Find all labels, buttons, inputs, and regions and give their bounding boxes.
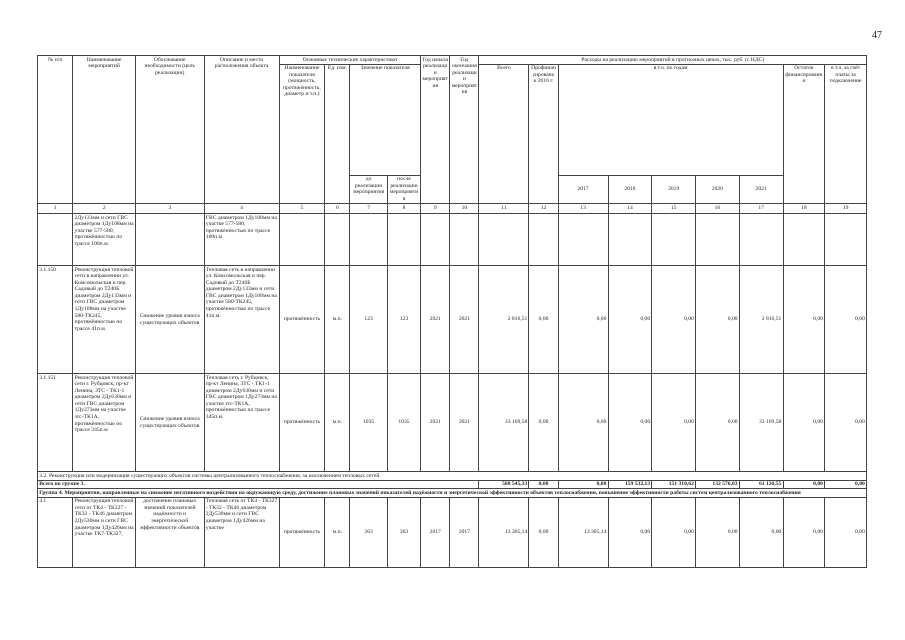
- row-2018: 0,00: [608, 266, 652, 374]
- row-connection: [825, 214, 867, 266]
- row-unit: м.п.: [325, 497, 350, 567]
- row-remaining: 0,00: [783, 374, 825, 472]
- row-tech-name: протяжённость: [279, 266, 325, 374]
- header-year-2021: 2021: [739, 175, 783, 203]
- row-2021: 33 169,58: [739, 374, 783, 472]
- row-unit: м.п.: [325, 374, 350, 472]
- row-financed: [529, 214, 558, 266]
- header-row-1: [38, 56, 867, 65]
- row-after: 363: [387, 497, 420, 567]
- group-total-total: 508 545,33: [479, 480, 529, 489]
- row-2021: 2 816,51: [739, 266, 783, 374]
- row-2021: [739, 214, 783, 266]
- header-value-before: до реализации мероприятия: [350, 175, 387, 203]
- header-year-2020: 2020: [696, 175, 740, 203]
- column-numbers-row: [38, 204, 867, 214]
- header-year-end: Год окончания реализации мероприятия: [450, 56, 479, 204]
- row-before: 1035: [350, 374, 387, 472]
- col-num: 2: [73, 204, 135, 214]
- header-remaining: Остаток финансирования: [783, 64, 825, 203]
- row-name: Реконструкция тепловой сети г. Рубцовск, пр-кт Ленина, ЗТС - ТК1-1 диаметром 2Ду630мм и сети ГВС диаметром 1Ду273мм на участке зтс-ТК1А, протяжённостью по трассе 345п.м: [73, 374, 135, 472]
- header-no: № п/п: [38, 56, 73, 204]
- row-2020: 0,00: [696, 374, 740, 472]
- row-2018: [608, 214, 652, 266]
- row-2018: 0,00: [608, 497, 652, 567]
- row-tech-name: [279, 214, 325, 266]
- group-total-connection: 0,00: [825, 480, 867, 489]
- row-year-start: [421, 214, 450, 266]
- header-year-2018: 2018: [608, 175, 652, 203]
- row-2020: 0,00: [696, 497, 740, 567]
- header-connection: в т.ч. за счёт платы за подключение: [825, 64, 867, 203]
- row-connection: 0,00: [825, 266, 867, 374]
- col-num: 6: [325, 204, 350, 214]
- row-justification: Снижение уровня износа существующих объектов: [135, 266, 204, 374]
- table-row: [38, 374, 867, 472]
- row-remaining: 0,00: [783, 266, 825, 374]
- group-total-label: Всего по группе 3.: [38, 480, 479, 489]
- row-before: 123: [350, 266, 387, 374]
- row-after: [387, 214, 420, 266]
- row-description: ГВС диаметром 1Ду108мм на участке 577-580, протяжённостью по трассе 100п.м: [204, 214, 279, 266]
- row-before: [350, 214, 387, 266]
- row-tech-name: протяжённость: [279, 374, 325, 472]
- header-description: Описание и место расположения объекта: [204, 56, 279, 204]
- group-total-remaining: 0,00: [783, 480, 825, 489]
- col-num: 5: [279, 204, 325, 214]
- row-remaining: [783, 214, 825, 266]
- investment-program-table: [37, 55, 867, 568]
- header-year-2017: 2017: [558, 175, 608, 203]
- col-num: 10: [450, 204, 479, 214]
- row-2019: 0,00: [652, 266, 696, 374]
- group-4-title: Группа 4. Мероприятия, направленные на снижение негативного воздействия на окружающую среду, достижение плановых значений показателей надёжности и энергетической эффективности объектов теплоснабжения, повышение эффективности работы систем централизованного теплоснабжения: [38, 489, 867, 498]
- col-num: 11: [479, 204, 529, 214]
- row-unit: [325, 214, 350, 266]
- row-unit: м.п.: [325, 266, 350, 374]
- row-year-start: 2021: [421, 266, 450, 374]
- row-description: Тепловая сеть от ТК4 - ТК327 - ТК32 - ТК46 диаметром 2Ду530мм и сети ГВС диаметром 1Ду426мм на участке: [204, 497, 279, 567]
- row-justification: достижение плановых значений показателей надёжности и энергетической эффективности объектов: [135, 497, 204, 567]
- col-num: 13: [558, 204, 608, 214]
- row-year-start: 2021: [421, 374, 450, 472]
- row-year-end: 2017: [450, 497, 479, 567]
- section-3-2-title: 3.2. Реконструкция или модернизация существующих объектов системы централизованного теплоснабжения, за исключением тепловых сетей: [38, 472, 867, 481]
- row-after: 1035: [387, 374, 420, 472]
- row-justification: [135, 214, 204, 266]
- row-no: 3.1.151: [38, 374, 73, 472]
- col-num: 3: [135, 204, 204, 214]
- row-year-end: 2021: [450, 374, 479, 472]
- col-num: 15: [652, 204, 696, 214]
- header-unit: Ед. изм.: [325, 64, 350, 203]
- header-by-years: в т.ч. по годам: [558, 64, 783, 175]
- row-year-end: 2021: [450, 266, 479, 374]
- col-num: 7: [350, 204, 387, 214]
- row-no: 3.1.150: [38, 266, 73, 374]
- col-num: 12: [529, 204, 558, 214]
- row-justification: Снижение уровня износа существующих объектов: [135, 374, 204, 472]
- col-num: 18: [783, 204, 825, 214]
- row-2017: 13 305,14: [558, 497, 608, 567]
- row-year-end: [450, 214, 479, 266]
- row-total: 13 305,14: [479, 497, 529, 567]
- row-description: Тепловая сеть в направлении ул. Комсомольская и пер. Садовый до Т240Б диаметром 2Ду133мм и сети ГВС диаметром 1Ду108мм на участке 580-ТК245, протяжённостью по трассе 41п.м.: [204, 266, 279, 374]
- col-num: 16: [696, 204, 740, 214]
- row-no: 4.1: [38, 497, 73, 567]
- group-title-row: [38, 489, 867, 498]
- group-total-row: [38, 480, 867, 489]
- header-value: Значение показателя: [350, 64, 421, 175]
- row-name: Реконструкция тепловой сети в направлении ул. Комсомольская и пер. Садовый до Т240Б диаметром 2Ду133мм и сети ГВС диаметром 1Ду108мм на участке 580-ТК245, протяжённостью по трассе 41п.м.: [73, 266, 135, 374]
- row-before: 363: [350, 497, 387, 567]
- row-connection: 0,00: [825, 497, 867, 567]
- row-2017: 0,00: [558, 266, 608, 374]
- row-no: [38, 214, 73, 266]
- row-2018: 0,00: [608, 374, 652, 472]
- header-tech-name: Наименование показателя (мощность, протяжённость, диаметр и т.п.): [279, 64, 325, 203]
- col-num: 4: [204, 204, 279, 214]
- table-row: [38, 497, 867, 567]
- group-total-2018: 159 532,13: [608, 480, 652, 489]
- header-name: Наименование мероприятий: [73, 56, 135, 204]
- col-num: 8: [387, 204, 420, 214]
- table-row: [38, 266, 867, 374]
- row-2019: [652, 214, 696, 266]
- row-remaining: 0,00: [783, 497, 825, 567]
- row-financed: 0,00: [529, 374, 558, 472]
- row-financed: 0,00: [529, 266, 558, 374]
- header-justification: Обоснование необходимости (цель реализации): [135, 56, 204, 204]
- group-total-financed: 0,00: [529, 480, 558, 489]
- row-2019: 0,00: [652, 497, 696, 567]
- header-year-2019: 2019: [652, 175, 696, 203]
- row-2020: 0,00: [696, 266, 740, 374]
- col-num: 9: [421, 204, 450, 214]
- group-total-2019: 151 310,62: [652, 480, 696, 489]
- group-total-2021: 61 126,55: [739, 480, 783, 489]
- row-name: 2Ду133мм и сети ГВС диаметром 1Ду108мм на участке 577-580, протяжённостью по трассе 100п.м.: [73, 214, 135, 266]
- header-value-after: после реализации мероприятия: [387, 175, 420, 203]
- row-2017: [558, 214, 608, 266]
- table-row: [38, 214, 867, 266]
- header-year-start: Год начала реализации мероприятия: [421, 56, 450, 204]
- col-num: 1: [38, 204, 73, 214]
- row-2017: 0,00: [558, 374, 608, 472]
- row-total: 33 169,58: [479, 374, 529, 472]
- row-year-start: 2017: [421, 497, 450, 567]
- row-tech-name: протяжённость: [279, 497, 325, 567]
- row-2019: 0,00: [652, 374, 696, 472]
- row-after: 123: [387, 266, 420, 374]
- row-2021: 0,00: [739, 497, 783, 567]
- group-total-2017: 0,00: [558, 480, 608, 489]
- row-2020: [696, 214, 740, 266]
- header-financed: Профинансировано к 2016 г.: [529, 64, 558, 203]
- header-costs: Расходы на реализацию мероприятий в прогнозных ценах, тыс. руб. (с НДС): [479, 56, 867, 65]
- row-description: Тепловая сеть г. Рубцовск, пр-кт Ленина, ЗТС - ТК1-1 диаметром 2Ду630мм и сети ГВС диаметром 1Ду273мм на участке зтс-ТК1А, протяжённостью по трассе 345п.м.: [204, 374, 279, 472]
- page-number: 47: [872, 30, 882, 41]
- col-num: 19: [825, 204, 867, 214]
- row-total: [479, 214, 529, 266]
- group-total-2020: 132 576,03: [696, 480, 740, 489]
- row-name: Реконструкция тепловой сети от ТК4 - ТК327 - ТК32 - ТК46 диаметром 2Ду530мм и сети ГВС диаметром 1Ду426мм на участке ТК7-ТК327,: [73, 497, 135, 567]
- row-total: 2 816,51: [479, 266, 529, 374]
- row-connection: 0,00: [825, 374, 867, 472]
- col-num: 14: [608, 204, 652, 214]
- row-financed: 0,00: [529, 497, 558, 567]
- section-row: [38, 472, 867, 481]
- col-num: 17: [739, 204, 783, 214]
- header-tech: Основные технические характеристики: [279, 56, 421, 65]
- header-total: Всего: [479, 64, 529, 203]
